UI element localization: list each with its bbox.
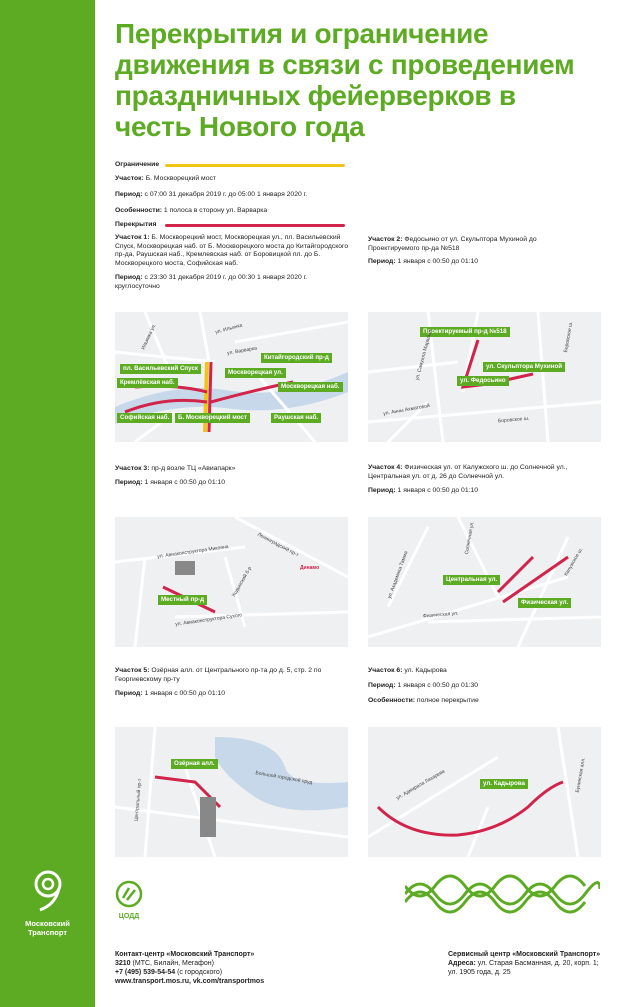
area-3-desc: Участок 3: пр-д возле ТЦ «Авиапарк» [115, 465, 236, 472]
map1-tag-sofiyskaya: Софийская наб. [117, 413, 172, 423]
service-addr1: ул. Старая Басманная, д. 20, корп. 1; [477, 960, 599, 967]
restriction-period: Период: с 07:00 31 декабря 2019 г. до 05:00 1 января 2020 г. [115, 191, 308, 198]
map1-tag-kremlevskaya: Кремлёвская наб. [117, 378, 178, 388]
map6-street-1: ул. Адмирала Лазарева [395, 768, 447, 802]
moscow-transport-logo [10, 868, 85, 937]
contact-phone1: 3210 [115, 960, 131, 967]
map4-street-4: Физическая ул. [422, 610, 459, 620]
map3-street-3: ул. Авиаконструктора Сухого [174, 612, 243, 628]
map1-tag-kitaygorodsky: Китайгородский пр-д [261, 353, 332, 363]
map4-street-1: Солнечная ул. [463, 520, 476, 556]
map2-street-1: ул. Самуила Маршака [414, 329, 434, 381]
restriction-feature: Особенности: 1 полоса в сторону ул. Варварка [115, 207, 268, 214]
map1-tag-vasilyevsky: пл. Васильевский Спуск [120, 364, 201, 374]
map6-tag-kadyrova: ул. Кадырова [480, 779, 528, 789]
map-area-3 [115, 517, 348, 647]
map3-building [175, 561, 195, 575]
contact-web[interactable]: www.transport.mos.ru, vk.com/transportmos [115, 978, 265, 985]
map6-street-2: Бунинская алл. [574, 756, 587, 794]
contact-title: Контакт-центр «Московский Транспорт» [115, 951, 255, 958]
map2-street-2: Боровское ш. [562, 321, 575, 353]
sidebar [0, 0, 95, 1007]
map-area-5 [115, 727, 348, 857]
area-4-period: Период: 1 января с 00:50 до 01:10 [368, 487, 479, 494]
codd-icon [115, 880, 143, 908]
service-title: Сервисный центр «Московский Транспорт» [448, 951, 601, 958]
codd-logo [115, 880, 143, 920]
restriction-area: Участок: Б. Москворецкий мост [115, 175, 217, 182]
map2-tag-proektiruemy: Проектируемый пр-д №518 [420, 327, 510, 337]
area-2-desc: Участок 2: Федосьино от ул. Скульптора Мухиной до Проектируемого пр-да №518 [368, 236, 537, 252]
map2-street-4: Боровское ш. [497, 415, 530, 425]
area-1-desc: Участок 1: Б. Москворецкий мост, Москворецкая ул., пл. Васильевский Спуск, Москворецкая наб. от Б. Москворецкого моста до Китайгородского пр-да, Раушская наб., Кремлевская наб. от Боровицкой пл. до Б. Москворецкого моста, Софийская наб. [115, 234, 349, 267]
closures-label: Перекрытия [115, 221, 157, 228]
restriction-legend-line [165, 164, 345, 167]
page-title: Перекрытия и ограничение движения в связи с проведением праздничных фейерверков в честь Нового года [115, 18, 575, 142]
area-6-period: Период: 1 января с 00:50 до 01:30 [368, 682, 479, 689]
service-center-block [448, 950, 600, 977]
map-area-2 [368, 312, 601, 442]
map5-street-1: Центральный пр-т [133, 778, 144, 822]
logo-line2: Транспорт [27, 928, 68, 937]
map1-street-1: Ильинка ул. [140, 323, 158, 351]
map1-tag-raushskaya: Раушская наб. [271, 413, 321, 423]
map5-street-2: Большой городской пруд [254, 770, 313, 786]
area-1-period: Период: с 23:30 31 декабря 2019 г. до 00:30 1 января 2020 г. круглосуточно [115, 274, 308, 290]
map-area-1 [115, 312, 348, 442]
moscow-transport-nine-icon [28, 868, 68, 912]
restriction-label: Ограничение [115, 161, 160, 168]
map1-street-3: ул. Варварка [226, 345, 258, 357]
contact-phone2: +7 (495) 539-54-54 [115, 969, 176, 976]
decorative-wave-pattern [405, 874, 600, 914]
contact-phone2-note: (с городского) [177, 969, 223, 976]
map1-tag-moskvoretskaya-ul: Москворецкая ул. [225, 368, 286, 378]
area-5-period: Период: 1 января с 00:50 до 01:10 [115, 690, 226, 697]
area-4-desc: Участок 4: Физическая ул. от Калужского ш. до Солнечной ул., Центральная ул. от д. 26 до Солнечной ул. [368, 464, 568, 480]
map1-tag-moskvoretskaya-nab: Москворецкая наб. [278, 382, 343, 392]
service-addr-label: Адреса: [448, 960, 476, 967]
map-area-6 [368, 727, 601, 857]
contact-phone1-note: (МТС, Билайн, Мегафон) [132, 960, 215, 967]
logo-line1: Московский [25, 919, 70, 928]
area-2-period: Период: 1 января с 00:50 до 01:10 [368, 258, 479, 265]
service-addr2: ул. 1905 года, д. 25 [448, 969, 511, 976]
map4-street-2: Калужское ш. [563, 546, 585, 578]
area-6-desc: Участок 6: ул. Кадырова [368, 667, 447, 674]
closure-legend-line [165, 224, 345, 227]
map3-tag-mestny: Местный пр-д [158, 595, 207, 605]
contact-center-block [115, 950, 264, 986]
map3-street-4: Ходынский б-р [230, 565, 254, 599]
map2-tag-fedosyino: ул. Федосьино [457, 376, 509, 386]
map1-tag-b-moskvoretsky: Б. Москворецкий мост [175, 413, 250, 423]
map-area-4 [368, 517, 601, 647]
codd-label: ЦОДД [118, 913, 140, 920]
map4-tag-tsentralnaya: Центральная ул. [443, 575, 500, 585]
map4-street-3: ул. Академика Тамма [386, 550, 410, 600]
area-5-desc: Участок 5: Озёрная алл. от Центрального пр-та до д. 5, стр. 2 по Георгиевскому пр-ту [115, 667, 322, 683]
map2-street-3: ул. Анны Ахматовой [382, 402, 431, 418]
area-6-feature: Особенности: полное перекрытие [368, 697, 479, 704]
map4-tag-fizicheskaya: Физическая ул. [518, 598, 571, 608]
map3-street-1: Ленинградский пр-т [256, 531, 300, 559]
metro-dinamo-label: Динамо [300, 565, 320, 571]
map5-building [200, 797, 216, 837]
map1-street-2: ул. Ильинка [214, 322, 244, 336]
area-3-period: Период: 1 января с 00:50 до 01:10 [115, 479, 226, 486]
map5-tag-ozernaya: Озёрная алл. [171, 759, 218, 769]
map2-tag-mukhinoy: ул. Скульптора Мухиной [483, 362, 565, 372]
map3-street-2: ул. Авиаконструктора Микояна [156, 544, 229, 560]
